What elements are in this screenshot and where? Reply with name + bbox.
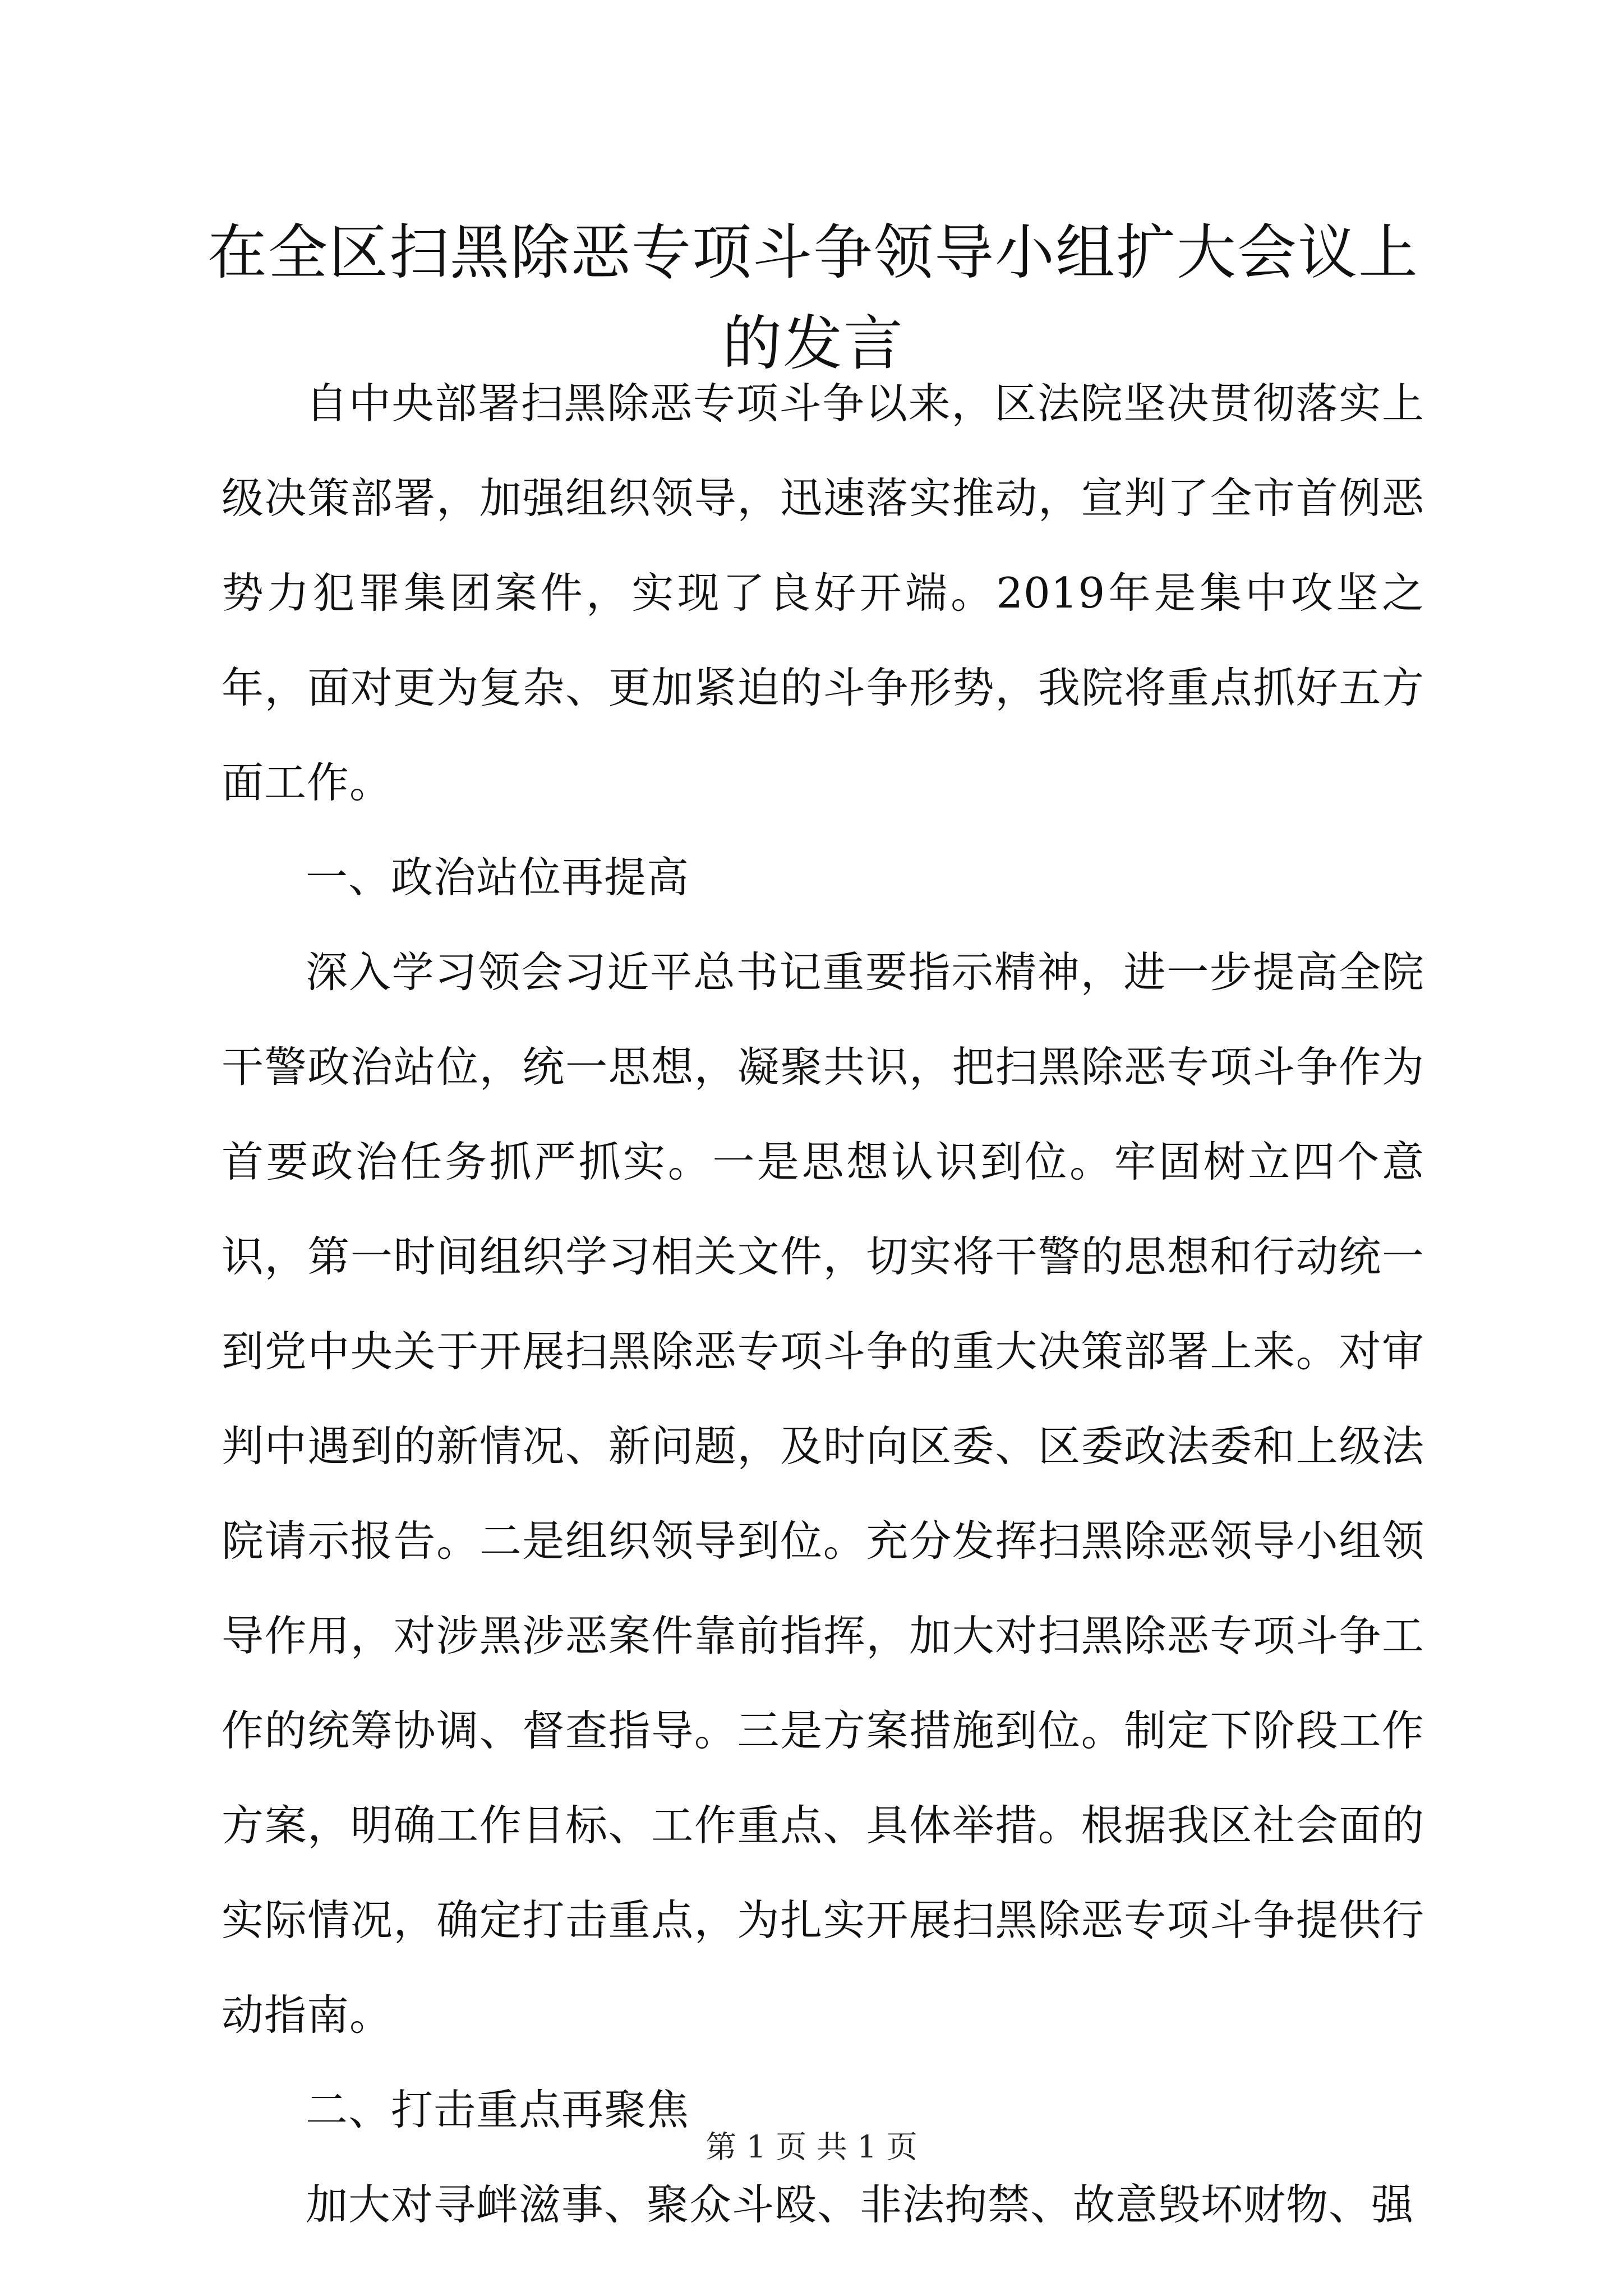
paragraph-intro: 自中央部署扫黑除恶专项斗争以来，区法院坚决贯彻落实上级决策部署，加强组织领导，迅速落实推动，宣判了全市首例恶势力犯罪集团案件，实现了良好开端。2019年是集中攻坚之年，面对更为复杂、更加紧迫的斗争形势，我院将重点抓好五方面工作。 bbox=[222, 379, 1424, 807]
page-footer: 第 1 页 共 1 页 bbox=[706, 2129, 917, 2165]
section-heading-2: 二、打击重点再聚焦 bbox=[306, 2085, 690, 2134]
paragraph-section-2: 加大对寻衅滋事、聚众斗殴、非法拘禁、故意毁坏财物、强 bbox=[306, 2180, 1414, 2229]
document-body bbox=[222, 356, 1424, 2252]
paragraph-section-1: 深入学习领会习近平总书记重要指示精神，进一步提高全院干警政治站位，统一思想，凝聚共识，把扫黑除恶专项斗争作为首要政治任务抓严抓实。一是思想认识到位。牢固树立四个意识，第一时间组织学习相关文件，切实将干警的思想和行动统一到党中央关于开展扫黑除恶专项斗争的重大决策部署上来。对审判中遇到的新情况、新问题，及时向区委、区委政法委和上级法院请示报告。二是组织领导到位。充分发挥扫黑除恶领导小组领导作用，对涉黑涉恶案件靠前指挥，加大对扫黑除恶专项斗争工作的统筹协调、督查指导。三是方案措施到位。制定下阶段工作方案，明确工作目标、工作重点、具体举措。根据我区社会面的实际情况，确定打击重点，为扎实开展扫黑除恶专项斗争提供行动指南。 bbox=[222, 947, 1424, 2040]
section-heading-1: 一、政治站位再提高 bbox=[306, 853, 690, 902]
document-title: 在全区扫黑除恶专项斗争领导小组扩大会议上的发言 bbox=[208, 218, 1419, 378]
